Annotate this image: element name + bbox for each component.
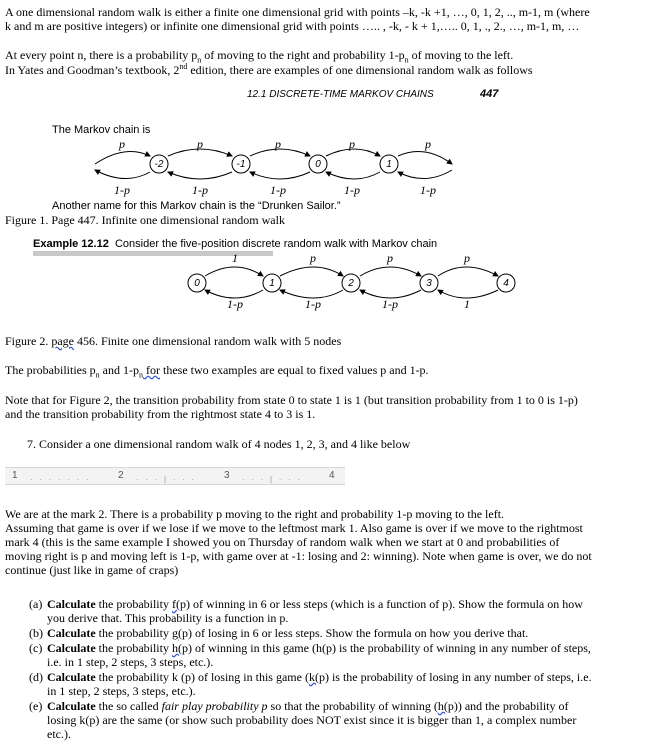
list-item-e: (e) Calculate the so called fair play probability p so that the probability of winning (h(p)) and the probability of	[29, 699, 569, 713]
fig1-edge-left-4	[398, 170, 452, 179]
body-line-2: Assuming that game is over if we lose if we move to the leftmost mark 1. Also game is over if we move to the rightmost	[5, 521, 583, 535]
list-item-e-line-3: etc.).	[47, 727, 71, 741]
fig2-top-label: p	[464, 251, 470, 265]
fig2-edge-right-0	[205, 267, 263, 276]
probabilities-line: The probabilities $p_n$ and $1-p_n$ for these two examples are equal to fixed values p and 1-p.	[5, 363, 429, 380]
list-item-c-line-2: i.e. in 1 step, 2 steps, 3 steps, etc.).	[47, 655, 214, 669]
list-item-d: (d) Calculate the probability k (p) of losing in this game (k(p) is the probability of losing in any number of steps, i.e.	[29, 670, 592, 684]
list-item-d-line-2: in 1 step, 2 steps, 3 steps, etc.).	[47, 684, 196, 698]
fig2-node-label: 4	[503, 278, 509, 289]
fig1-top-label: p	[275, 137, 281, 151]
fig1-top-label: p	[197, 137, 203, 151]
fig2-top-label: p	[387, 251, 393, 265]
figure1-markov-chain	[80, 136, 460, 198]
fig2-node-label: 0	[194, 278, 200, 289]
fig1-node-label: 0	[315, 159, 321, 170]
book-section-header: 12.1 DISCRETE-TIME MARKOV CHAINS	[247, 89, 434, 100]
ruler-tick: · · · | · · ·	[242, 475, 301, 484]
fig1-edge-left-0	[95, 170, 150, 179]
fig1-bottom-label: 1-p	[192, 183, 208, 197]
list-item-a-line-2: you derive that. This probability is a function in p.	[47, 611, 289, 625]
fig1-edge-left-1	[168, 172, 232, 179]
ruler-tick: · · · | · · ·	[136, 475, 195, 484]
fig2-edge-right-2	[360, 267, 421, 276]
fig1-node-label: -2	[154, 159, 164, 170]
ruler-mark-2: 2	[118, 470, 124, 481]
figure1-note: Another name for this Markov chain is the “Drunken Sailor.”	[52, 200, 341, 212]
list-item-a: (a) Calculate the probability f(p) of winning in 6 or less steps (which is a function of p). Show the formula on how	[29, 597, 583, 611]
intro-line-4: In Yates and Goodman’s textbook, 2nd edition, there are examples of one dimensional random walk as follows	[5, 62, 533, 77]
question-7: 7. Consider a one dimensional random walk of 4 nodes 1, 2, 3, and 4 like below	[27, 437, 411, 451]
fig1-node-label: 1	[386, 159, 392, 170]
fig1-top-label: p	[349, 137, 355, 151]
list-item-b: (b) Calculate the probability g(p) of losing in 6 or less steps. Show the formula on how you derive that.	[29, 626, 529, 640]
body-line-3: mark 4 (this is the same example I showed you on Thursday of random walk when we start at 0 and probabilities of	[5, 535, 560, 549]
body-line-4: moving right is p and moving left is 1-p, with game over at -1: losing and 2: winning). Note when game is over, we do not	[5, 549, 592, 563]
book-page-number: 447	[480, 88, 499, 100]
ruler-tick: · · · · · · ·	[30, 475, 89, 484]
fig2-node-label: 3	[426, 278, 432, 289]
fig2-edge-right-3	[438, 267, 498, 276]
fig2-node-label: 2	[348, 278, 354, 289]
intro-line-3: At every point n, there is a probability $p_n$ of moving to the right and probability $1-p_n$ of moving to the left.	[5, 48, 514, 65]
list-item-e-line-2: losing k(p) are the same (or show such probability does NOT exist since it is bigger than 1, a complex number	[47, 713, 577, 727]
fig2-bottom-label: 1	[464, 297, 470, 311]
ruler-mark-4: 4	[329, 470, 335, 481]
intro-line-2: k and m are positive integers) or infinite one dimensional grid with points ….. , -k, - k + 1,….. 0, 1, ., 2., …, m-1, m, …	[5, 19, 580, 33]
fig1-top-label: p	[425, 137, 431, 151]
list-item-c: (c) Calculate the probability h(p) of winning in this game (h(p) is the probability of winning in any number of steps,	[29, 641, 591, 655]
ruler-mark-1: 1	[12, 470, 18, 481]
example-header: Example 12.12 Consider the five-position discrete random walk with Markov chain	[33, 238, 438, 250]
fig2-node-label: 1	[269, 278, 275, 289]
note-line-1: Note that for Figure 2, the transition probability from state 0 to state 1 is 1 (but transition probability from 1 to 0 is 1-p)	[5, 393, 578, 407]
fig1-bottom-label: 1-p	[344, 183, 360, 197]
figure1-caption: Figure 1. Page 447. Infinite one dimensional random walk	[5, 213, 285, 227]
fig2-bottom-label: 1-p	[382, 297, 398, 311]
fig1-edge-left-3	[326, 172, 380, 179]
fig1-edge-right-4	[398, 152, 452, 165]
figure2-markov-chain	[175, 250, 520, 312]
fig1-edge-left-2	[250, 172, 310, 179]
fig2-top-label: p	[310, 251, 316, 265]
fig1-node-label: -1	[236, 159, 246, 170]
fig1-top-label: p	[119, 137, 125, 151]
fig1-bottom-label: 1-p	[270, 183, 286, 197]
body-line-1: We are at the mark 2. There is a probability p moving to the right and probability 1-p moving to the left.	[5, 507, 505, 521]
body-line-5: continue (just like in game of craps)	[5, 563, 179, 577]
figure1-intro: The Markov chain is	[52, 124, 151, 136]
fig1-edge-right-0	[95, 152, 150, 165]
fig2-bottom-label: 1-p	[227, 297, 243, 311]
fig1-bottom-label: 1-p	[420, 183, 436, 197]
ruler-mark-3: 3	[224, 470, 230, 481]
figure2-caption: Figure 2. page 456. Finite one dimensional random walk with 5 nodes	[5, 334, 342, 348]
note-line-2: and the transition probability from the rightmost state 4 to 3 is 1.	[5, 407, 316, 421]
fig2-edge-right-1	[280, 267, 343, 276]
intro-line-1: A one dimensional random walk is either a finite one dimensional grid with points –k, -k +1, …, 0, 1, 2, .., m-1, m (where	[5, 5, 590, 19]
fig1-bottom-label: 1-p	[114, 183, 130, 197]
fig2-top-label: 1	[232, 251, 238, 265]
fig2-bottom-label: 1-p	[305, 297, 321, 311]
